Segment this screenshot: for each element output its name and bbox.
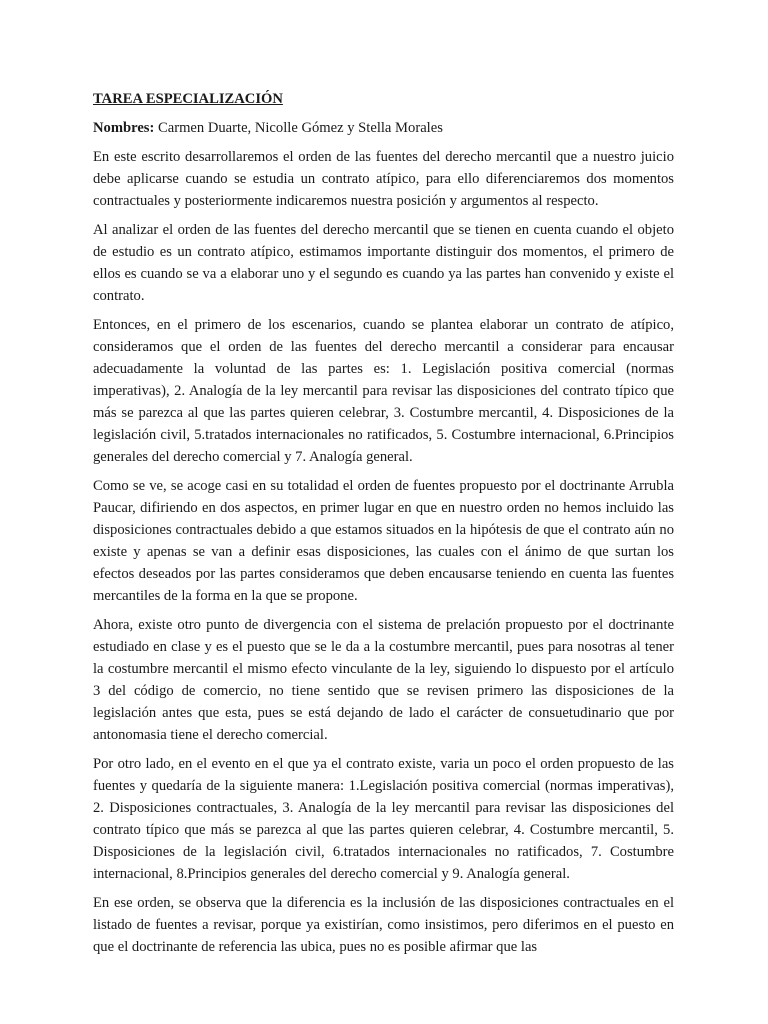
authors-line (93, 117, 674, 139)
paragraph-7: En ese orden, se observa que la diferencia es la inclusión de las disposiciones contractuales en el listado de fuentes a revisar, porque ya existirían, como insistimos, pero diferimos en el puesto en que el doctrinante de referencia las ubica, pues no es posible afirmar que las (93, 895, 674, 955)
document-title: TAREA ESPECIALIZACIÓN (93, 91, 283, 107)
document-page (93, 88, 674, 965)
authors-value: Carmen Duarte, Nicolle Gómez y Stella Morales (154, 120, 443, 136)
authors-label: Nombres: (93, 120, 155, 136)
paragraph-6: Por otro lado, en el evento en el que ya el contrato existe, varia un poco el orden propuesto de las fuentes y quedaría de la siguiente manera: 1.Legislación positiva comercial (normas imperativas), 2. Disposiciones contractuales, 3. Analogía de la ley mercantil para revisar las disposiciones del contrato típico que más se parezca al que las partes quieren celebrar, 4. Costumbre mercantil, 5. Disposiciones de la legislación civil, 6.tratados internacionales no ratificados, 7. Costumbre internacional, 8.Principios generales del derecho comercial y 9. Analogía general. (93, 756, 674, 882)
paragraph-5: Ahora, existe otro punto de divergencia con el sistema de prelación propuesto por el doctrinante estudiado en clase y es el puesto que se le da a la costumbre mercantil, pues para nosotras al tener la costumbre mercantil el mismo efecto vinculante de la ley, siguiendo lo dispuesto por el artículo 3 del código de comercio, no tiene sentido que se revisen primero las disposiciones de la legislación antes que esta, pues se está dejando de lado el carácter de consuetudinario que por antonomasia tiene el derecho comercial. (93, 617, 674, 743)
paragraph-4: Como se ve, se acoge casi en su totalidad el orden de fuentes propuesto por el doctrinante Arrubla Paucar, difiriendo en dos aspectos, en primer lugar en que en nuestro orden no hemos incluido las disposiciones contractuales debido a que estamos situados en la hipótesis de que el contrato aún no existe y apenas se van a definir esas disposiciones, las cuales con el ánimo de que surtan los efectos deseados por las partes consideramos que deben encausarse teniendo en cuenta las fuentes mercantiles de la forma en la que se propone. (93, 478, 674, 604)
paragraph-1: En este escrito desarrollaremos el orden de las fuentes del derecho mercantil que a nuestro juicio debe aplicarse cuando se estudia un contrato atípico, para ello diferenciaremos dos momentos contractuales y posteriormente indicaremos nuestra posición y argumentos al respecto. (93, 149, 674, 209)
paragraph-2: Al analizar el orden de las fuentes del derecho mercantil que se tienen en cuenta cuando el objeto de estudio es un contrato atípico, estimamos importante distinguir dos momentos, el primero de ellos es cuando se va a elaborar uno y el segundo es cuando ya las partes han convenido y existe el contrato. (93, 222, 674, 304)
paragraph-3: Entonces, en el primero de los escenarios, cuando se plantea elaborar un contrato de atípico, consideramos que el orden de las fuentes del derecho mercantil a considerar para encausar adecuadamente la voluntad de las partes es: 1. Legislación positiva comercial (normas imperativas), 2. Analogía de la ley mercantil para revisar las disposiciones del contrato típico que más se parezca al que las partes quieren celebrar, 3. Costumbre mercantil, 4. Disposiciones de la legislación civil, 5.tratados internacionales no ratificados, 5. Costumbre internacional, 6.Principios generales del derecho comercial y 7. Analogía general. (93, 317, 674, 465)
